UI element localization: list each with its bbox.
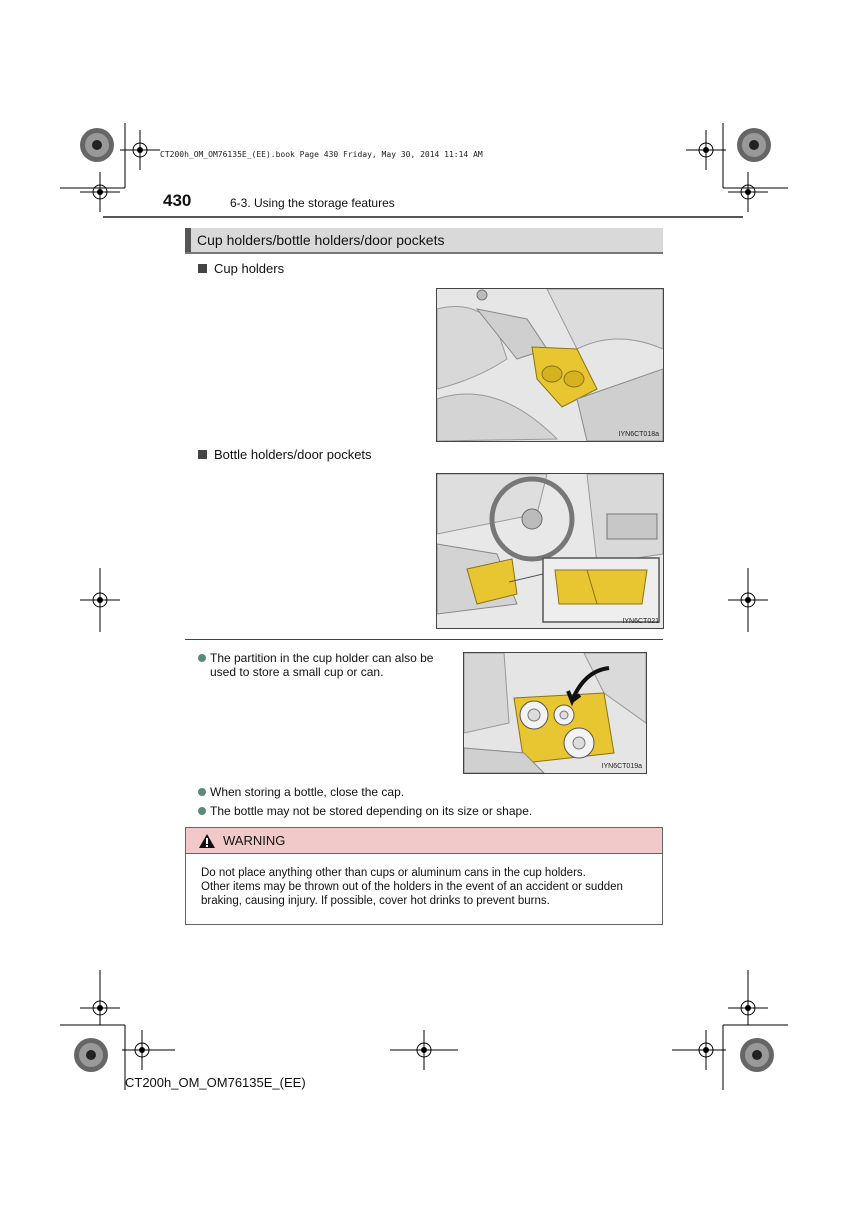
figure-cup-holders: [436, 288, 664, 442]
warning-line: Do not place anything other than cups or aluminum cans in the cup holders.: [201, 867, 586, 879]
warning-triangle-icon: [198, 833, 216, 849]
note-bottle-cap: [198, 785, 404, 799]
figure-bottle-holders: [436, 473, 664, 629]
warning-title: WARNING: [223, 833, 286, 848]
section-title: [185, 228, 663, 254]
page-number: 430: [163, 191, 192, 210]
warning-line: Other items may be thrown out of the holders in the event of an accident or sudden: [201, 881, 623, 893]
print-info: CT200h_OM_OM76135E_(EE).book Page 430 Friday, May 30, 2014 11:14 AM: [160, 150, 483, 159]
warning-line: braking, causing injury. If possible, cover hot drinks to prevent burns.: [201, 895, 550, 907]
note-text: When storing a bottle, close the cap.: [210, 785, 405, 799]
divider: [185, 639, 663, 640]
footer-text: CT200h_OM_OM76135E_(EE): [125, 1075, 306, 1090]
note-partition: [198, 651, 453, 679]
warning-box: [185, 827, 663, 925]
figure-code: IYN6CT018a: [618, 431, 659, 438]
section-title-text: Cup holders/bottle holders/door pockets: [197, 232, 445, 248]
chapter-title: 6-3. Using the storage features: [230, 196, 395, 210]
note-line: used to store a small cup or can.: [210, 665, 384, 679]
figure-code: IYN6CT021: [622, 618, 659, 625]
note-bottle-size: [198, 804, 532, 818]
bullet-dot-icon: [198, 788, 206, 796]
figure-partition: [463, 652, 647, 774]
square-bullet-icon: [198, 450, 207, 459]
note-text: The bottle may not be stored depending on its size or shape.: [210, 804, 533, 818]
subhead-bottle-holders: [198, 447, 372, 462]
bullet-dot-icon: [198, 807, 206, 815]
square-bullet-icon: [198, 264, 207, 273]
subhead-text: Cup holders: [214, 261, 285, 276]
door-pocket-illustration: [437, 474, 663, 628]
cup-holder-illustration: [437, 289, 663, 441]
header-rule: [103, 216, 743, 218]
figure-code: IYN6CT019a: [601, 763, 642, 770]
subhead-text: Bottle holders/door pockets: [214, 447, 372, 462]
bullet-dot-icon: [198, 654, 206, 662]
warning-body: [201, 866, 651, 908]
warning-header: [186, 828, 662, 854]
subhead-cup-holders: [198, 261, 284, 276]
section-bar: [185, 228, 191, 252]
note-line: The partition in the cup holder can also be: [210, 651, 434, 665]
partition-illustration: [464, 653, 646, 773]
